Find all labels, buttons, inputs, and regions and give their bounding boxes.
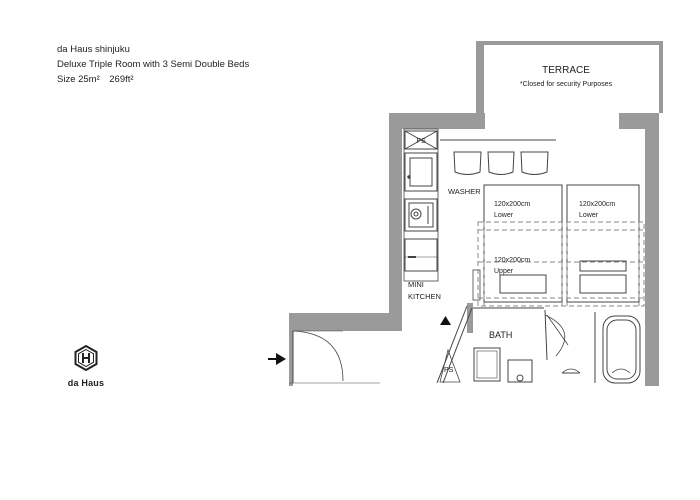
entry-arrow-icon [268,353,286,365]
table-and-chairs [440,140,556,175]
terrace [520,65,613,88]
entry [289,331,380,383]
bed-upper-label: Upper [494,268,514,275]
room-type: Deluxe Triple Room with 3 Semi Double Beds [57,59,250,70]
kitchen-label: KITCHEN [408,292,441,301]
room-size: Size 25m² 269ft² [57,74,134,85]
bed-left-lower-size: 120x200cm [494,201,531,208]
pillow-right-lower [580,275,626,293]
kitchen-strip [404,129,438,281]
bed-upper-size: 120x200cm [494,257,531,264]
terrace-title: TERRACE [542,65,590,76]
washer-label: WASHER [448,187,481,196]
property-name: da Haus shinjuku [57,44,130,55]
ladder [473,270,480,300]
bath-label: BATH [489,330,513,340]
mini-label: MINI [408,280,424,289]
logo-text: da Haus [67,378,105,388]
bed-left-lower-label: Lower [494,212,514,219]
north-triangle-icon [440,316,451,325]
bed-right-lower-size: 120x200cm [579,201,616,208]
bed-right-lower-label: Lower [579,212,599,219]
terrace-note: *Closed for security Purposes [519,81,613,88]
ps-top-label: PS [416,138,426,145]
ps-bath-label: PS [444,367,454,374]
pillow-left-lower [500,275,546,293]
